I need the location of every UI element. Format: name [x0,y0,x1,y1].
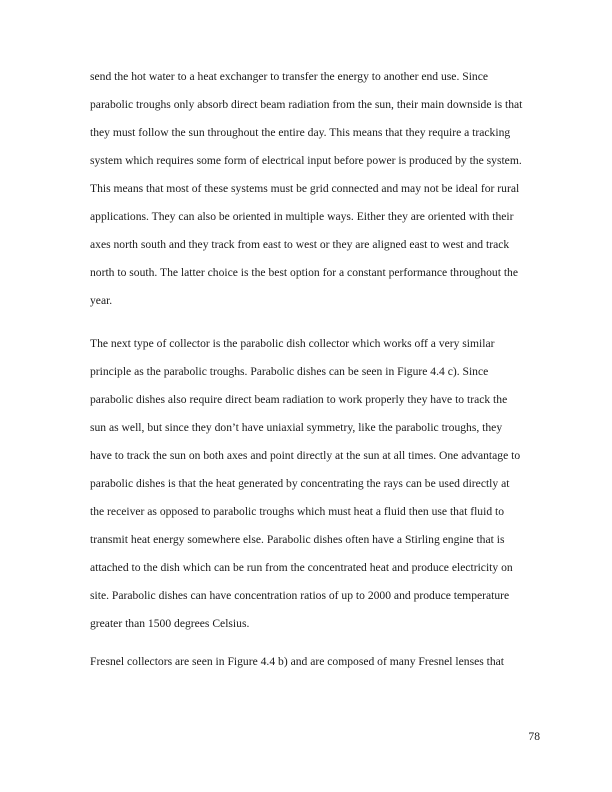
paragraph-line: axes north south and they track from east to west or they are aligned east to west and track [90,238,510,251]
paragraph-line: attached to the dish which can be run from the concentrated heat and produce electricity on [90,561,513,574]
paragraph-line: parabolic dishes also require direct beam radiation to work properly they have to track the [90,393,508,406]
paragraph-line: Fresnel collectors are seen in Figure 4.4 b) and are composed of many Fresnel lenses that [90,655,505,668]
paragraph-line: send the hot water to a heat exchanger to transfer the energy to another end use. Since [90,70,489,83]
paragraph-line: sun as well, but since they don’t have uniaxial symmetry, like the parabolic troughs, they [90,421,503,434]
paragraph-line: This means that most of these systems must be grid connected and may not be ideal for rural [90,182,520,195]
paragraph-line: parabolic troughs only absorb direct beam radiation from the sun, their main downside is that [90,98,523,111]
paragraph-line: greater than 1500 degrees Celsius. [90,617,250,630]
paragraph-line: The next type of collector is the parabolic dish collector which works off a very similar [90,337,495,350]
paragraph-line: year. [90,294,113,307]
paragraph-line: the receiver as opposed to parabolic troughs which must heat a fluid then use that fluid to [90,505,505,518]
paragraph-line: transmit heat energy somewhere else. Parabolic dishes often have a Stirling engine that is [90,533,505,546]
paragraph-line: they must follow the sun throughout the entire day. This means that they require a tracking [90,126,511,139]
paragraph-line: system which requires some form of electrical input before power is produced by the system. [90,154,522,167]
paragraph-line: north to south. The latter choice is the best option for a constant performance throughout the [90,266,518,279]
paragraph-line: site. Parabolic dishes can have concentration ratios of up to 2000 and produce temperature [90,589,510,602]
paragraph-line: applications. They can also be oriented in multiple ways. Either they are oriented with their [90,210,514,223]
page-number: 78 [528,730,540,743]
paragraph-line: have to track the sun on both axes and point directly at the sun at all times. One advantage to [90,449,521,462]
paragraph-line: principle as the parabolic troughs. Parabolic dishes can be seen in Figure 4.4 c). Since [90,365,489,378]
paragraph-line: parabolic dishes is that the heat generated by concentrating the rays can be used directly at [90,477,510,490]
